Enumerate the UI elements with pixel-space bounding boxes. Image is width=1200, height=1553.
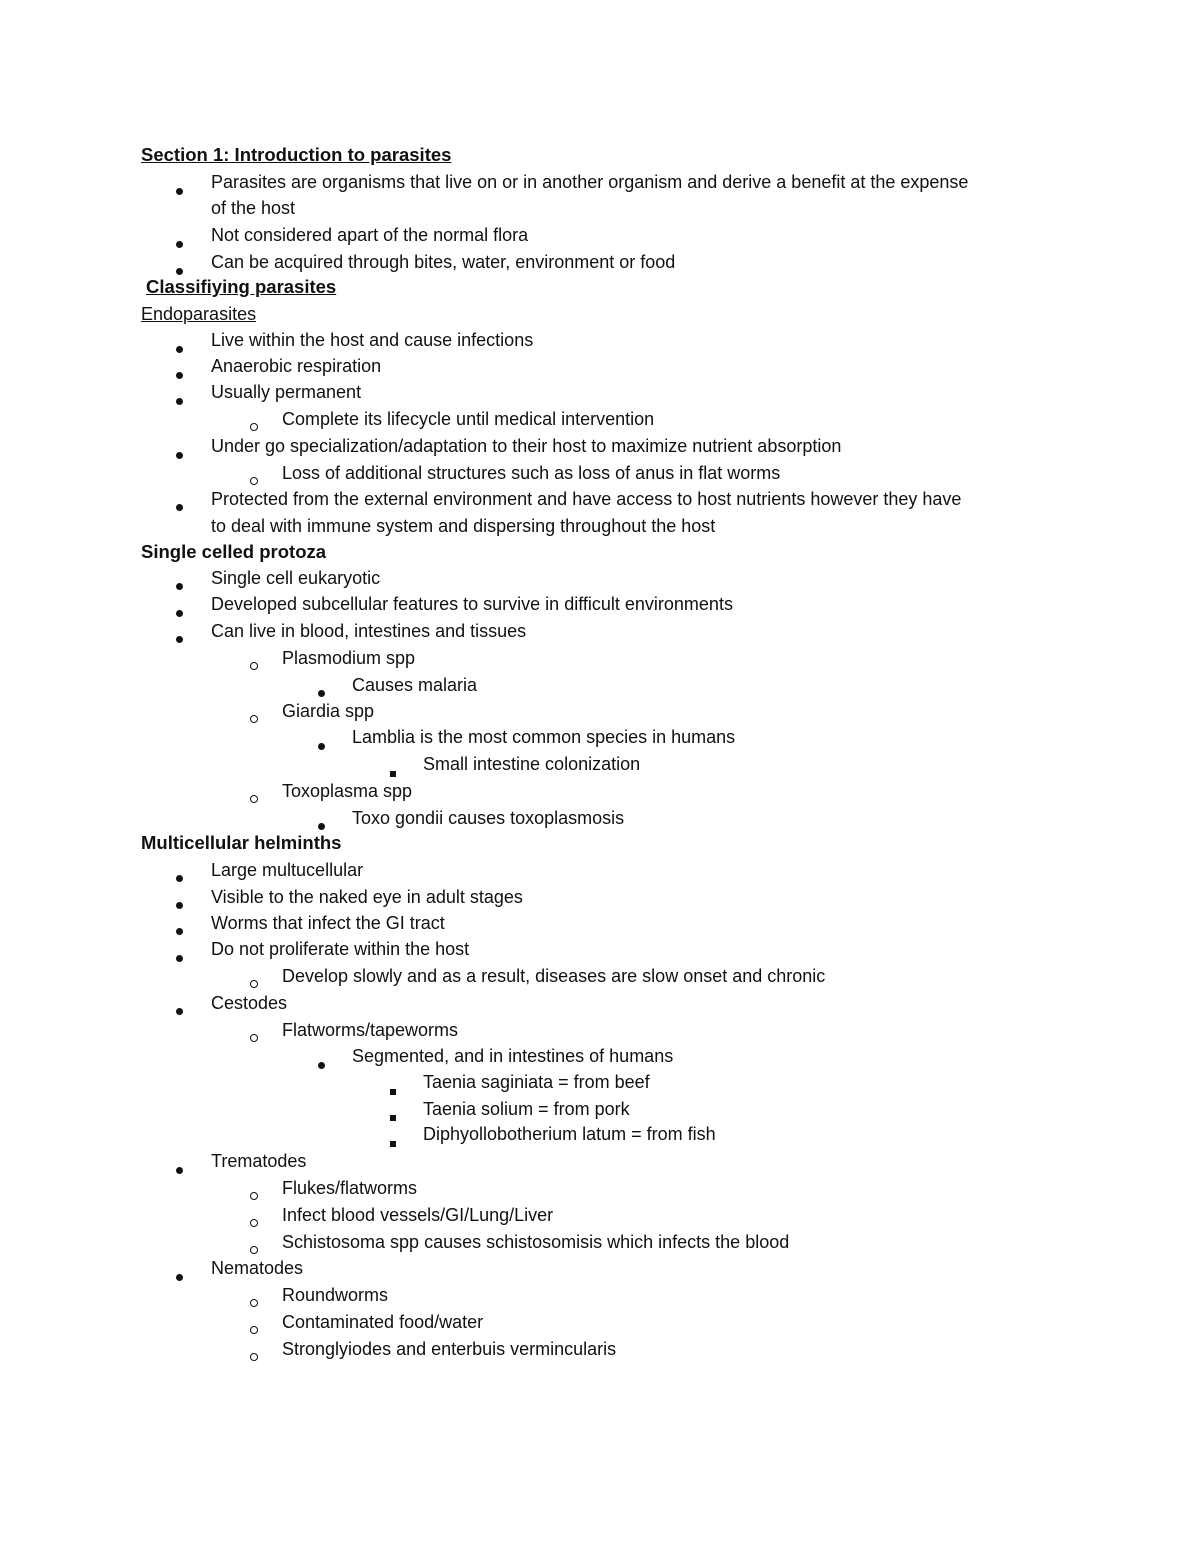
bullet-icon [176, 360, 183, 386]
classifying-title: Classifiying parasites [146, 276, 337, 297]
circle-bullet-icon [250, 1023, 258, 1049]
bullet-icon [176, 996, 183, 1022]
square-bullet-icon [390, 1128, 396, 1154]
bullet-icon [176, 598, 183, 624]
circle-bullet-icon [250, 651, 258, 677]
list-item: Taenia solium = from pork [423, 1099, 630, 1119]
list-item: Worms that infect the GI tract [211, 913, 445, 933]
circle-bullet-icon [250, 1342, 258, 1368]
list-item: Complete its lifecycle until medical intervention [282, 409, 655, 429]
list-item-continuation: to deal with immune system and dispersing throughout the host [211, 516, 716, 536]
list-item: Diphyollobotherium latum = from fish [423, 1124, 716, 1144]
list-item: Infect blood vessels/GI/Lung/Liver [282, 1205, 554, 1225]
list-item: Roundworms [282, 1285, 389, 1305]
circle-bullet-icon [250, 1315, 258, 1341]
protoza-title: Single celled protoza [141, 541, 327, 562]
helminths-title: Multicellular helminths [141, 832, 342, 853]
circle-bullet-icon [250, 1288, 258, 1314]
list-item: Trematodes [211, 1151, 307, 1171]
list-item: Schistosoma spp causes schistosomisis which infects the blood [282, 1232, 790, 1252]
list-item: Do not proliferate within the host [211, 939, 470, 959]
list-item: Giardia spp [282, 701, 375, 721]
bullet-icon [176, 890, 183, 916]
list-item: Can be acquired through bites, water, environment or food [211, 252, 676, 272]
bullet-icon [176, 176, 183, 202]
bullet-icon [176, 1262, 183, 1288]
list-item: Developed subcellular features to survive in difficult environments [211, 594, 733, 614]
list-item: Lamblia is the most common species in humans [352, 727, 736, 747]
list-item: Usually permanent [211, 382, 362, 402]
bullet-icon [318, 1050, 325, 1076]
bullet-icon [176, 571, 183, 597]
list-item: Cestodes [211, 993, 288, 1013]
list-item: Stronglyiodes and enterbuis vermincularis [282, 1339, 617, 1359]
list-item: Plasmodium spp [282, 648, 416, 668]
list-item: Not considered apart of the normal flora [211, 225, 529, 245]
list-item: Single cell eukaryotic [211, 568, 381, 588]
bullet-icon [176, 916, 183, 942]
list-item: Flukes/flatworms [282, 1178, 418, 1198]
bullet-icon [176, 334, 183, 360]
list-item: Flatworms/tapeworms [282, 1020, 459, 1040]
list-item: Contaminated food/water [282, 1312, 484, 1332]
list-item: Large multucellular [211, 860, 364, 880]
circle-bullet-icon [250, 1208, 258, 1234]
bullet-icon [176, 229, 183, 255]
list-item: Segmented, and in intestines of humans [352, 1046, 674, 1066]
section-title: Section 1: Introduction to parasites [141, 144, 452, 165]
list-item: Visible to the naked eye in adult stages [211, 887, 523, 907]
list-item: Protected from the external environment and have access to host nutrients however they have [211, 489, 962, 509]
bullet-icon [176, 440, 183, 466]
endoparasites-title: Endoparasites [141, 304, 257, 324]
list-item: Live within the host and cause infections [211, 330, 534, 350]
circle-bullet-icon [250, 1181, 258, 1207]
bullet-icon [176, 1155, 183, 1181]
square-bullet-icon [390, 1102, 396, 1128]
list-item: Causes malaria [352, 675, 478, 695]
list-item: Toxo gondii causes toxoplasmosis [352, 808, 625, 828]
bullet-icon [318, 731, 325, 757]
list-item: Small intestine colonization [423, 754, 641, 774]
bullet-icon [176, 624, 183, 650]
list-item: Nematodes [211, 1258, 304, 1278]
circle-bullet-icon [250, 704, 258, 730]
list-item: Anaerobic respiration [211, 356, 382, 376]
bullet-icon [176, 943, 183, 969]
list-item-continuation: of the host [211, 198, 296, 218]
bullet-icon [176, 386, 183, 412]
list-item: Can live in blood, intestines and tissues [211, 621, 527, 641]
list-item: Under go specialization/adaptation to their host to maximize nutrient absorption [211, 436, 842, 456]
bullet-icon [176, 492, 183, 518]
list-item: Parasites are organisms that live on or in another organism and derive a benefit at the expense [211, 172, 969, 192]
list-item: Taenia saginiata = from beef [423, 1072, 650, 1092]
square-bullet-icon [390, 1076, 396, 1102]
bullet-icon [176, 863, 183, 889]
circle-bullet-icon [250, 784, 258, 810]
list-item: Toxoplasma spp [282, 781, 413, 801]
list-item: Develop slowly and as a result, diseases are slow onset and chronic [282, 966, 826, 986]
list-item: Loss of additional structures such as loss of anus in flat worms [282, 463, 781, 483]
